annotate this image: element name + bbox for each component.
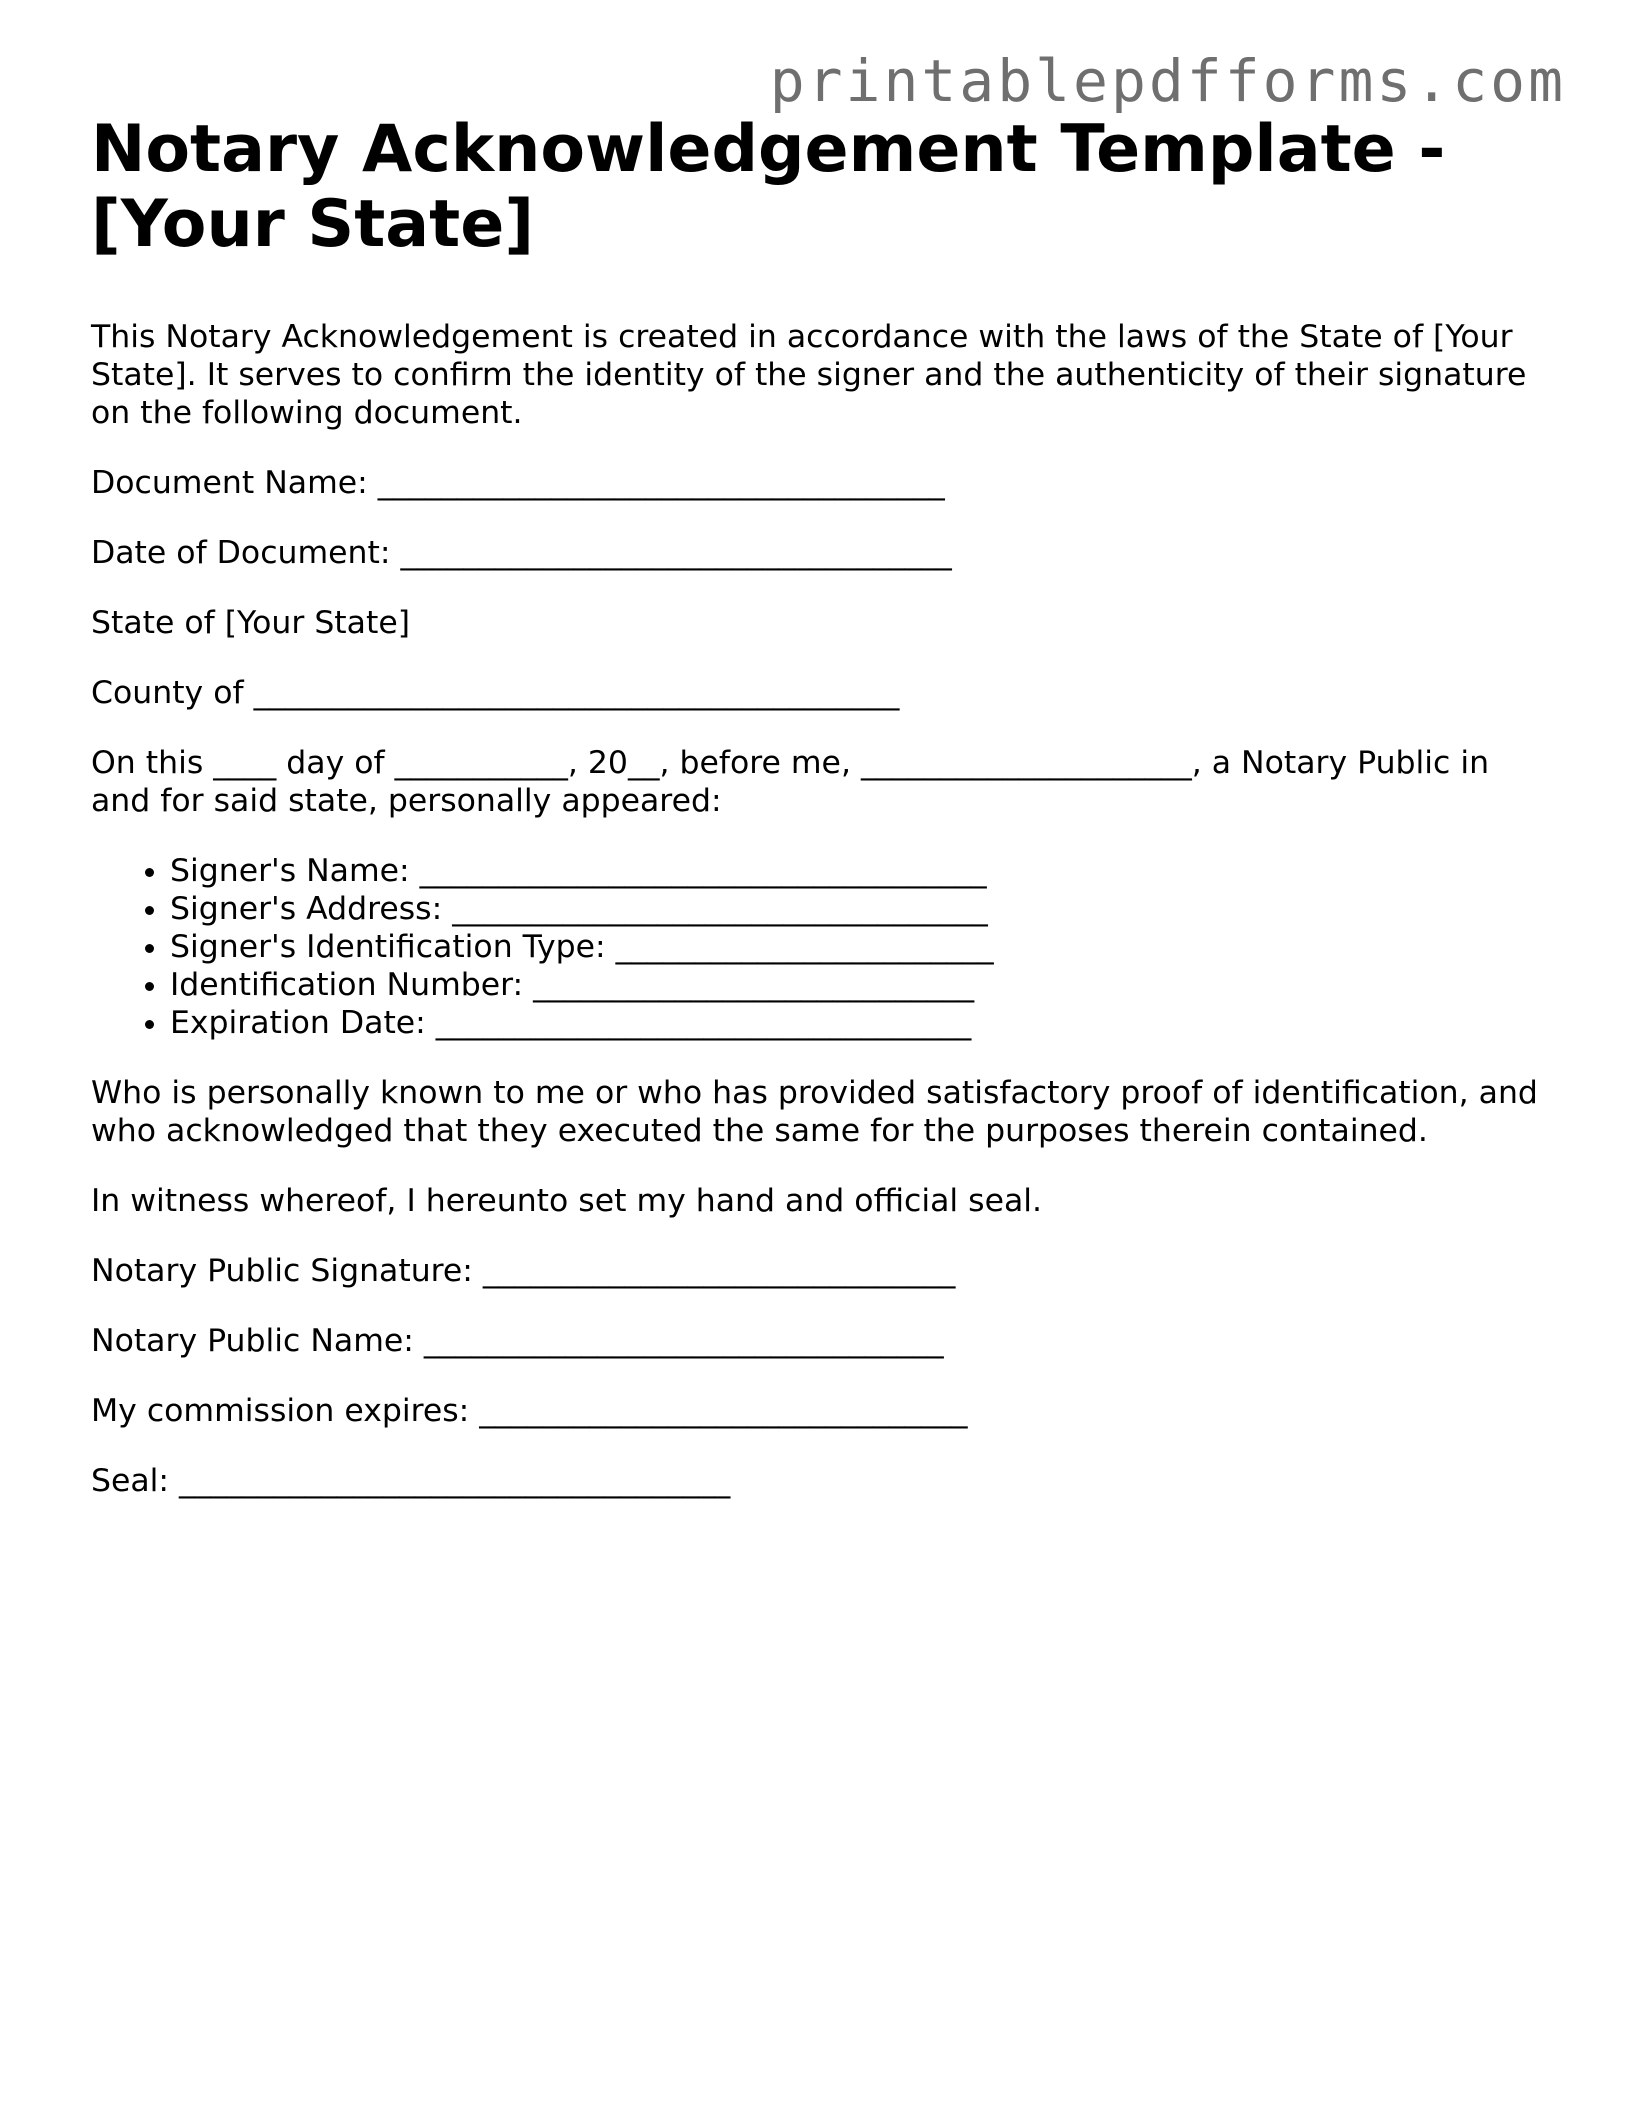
on-this-paragraph: On this ____ day of ___________, 20__, before me, _____________________, a Notary Public in and for said state, personally appeared: bbox=[91, 745, 1490, 819]
list-item: • Signer's Address: __________________________________ bbox=[170, 890, 1551, 928]
list-item: • Expiration Date: __________________________________ bbox=[170, 1004, 1551, 1042]
notary-signature-field: Notary Public Signature: ______________________________ bbox=[91, 1253, 956, 1289]
document-name-field: Document Name: ____________________________________ bbox=[91, 465, 945, 501]
document-page bbox=[91, 112, 1551, 1500]
county-of-field: County of _________________________________________ bbox=[91, 675, 900, 711]
list-item: • Signer's Name: ____________________________________ bbox=[170, 852, 1551, 890]
known-paragraph: Who is personally known to me or who has provided satisfactory proof of identification, and who acknowledged that they executed the same for the purposes therein contained. bbox=[91, 1075, 1538, 1149]
commission-expires-field: My commission expires: _______________________________ bbox=[91, 1393, 968, 1429]
state-of-line: State of [Your State] bbox=[91, 605, 410, 641]
seal-field: Seal: ___________________________________ bbox=[91, 1463, 731, 1499]
list-item: • Signer's Identification Type: ________________________ bbox=[170, 928, 1551, 966]
document-title: Notary Acknowledgement Template - [Your State] bbox=[91, 112, 1446, 262]
date-of-document-field: Date of Document: ___________________________________ bbox=[91, 535, 952, 571]
witness-paragraph: In witness whereof, I hereunto set my hand and official seal. bbox=[91, 1183, 1043, 1219]
notary-name-field: Notary Public Name: _________________________________ bbox=[91, 1323, 944, 1359]
list-item: • Identification Number: ____________________________ bbox=[170, 966, 1551, 1004]
intro-paragraph: This Notary Acknowledgement is created in accordance with the laws of the State of [Your State]. It serves to confirm the identity of the signer and the authenticity of their signature on the following document. bbox=[91, 319, 1527, 431]
watermark-text: printablepdfforms.com bbox=[769, 47, 1566, 115]
signer-details-list bbox=[91, 852, 1551, 1042]
